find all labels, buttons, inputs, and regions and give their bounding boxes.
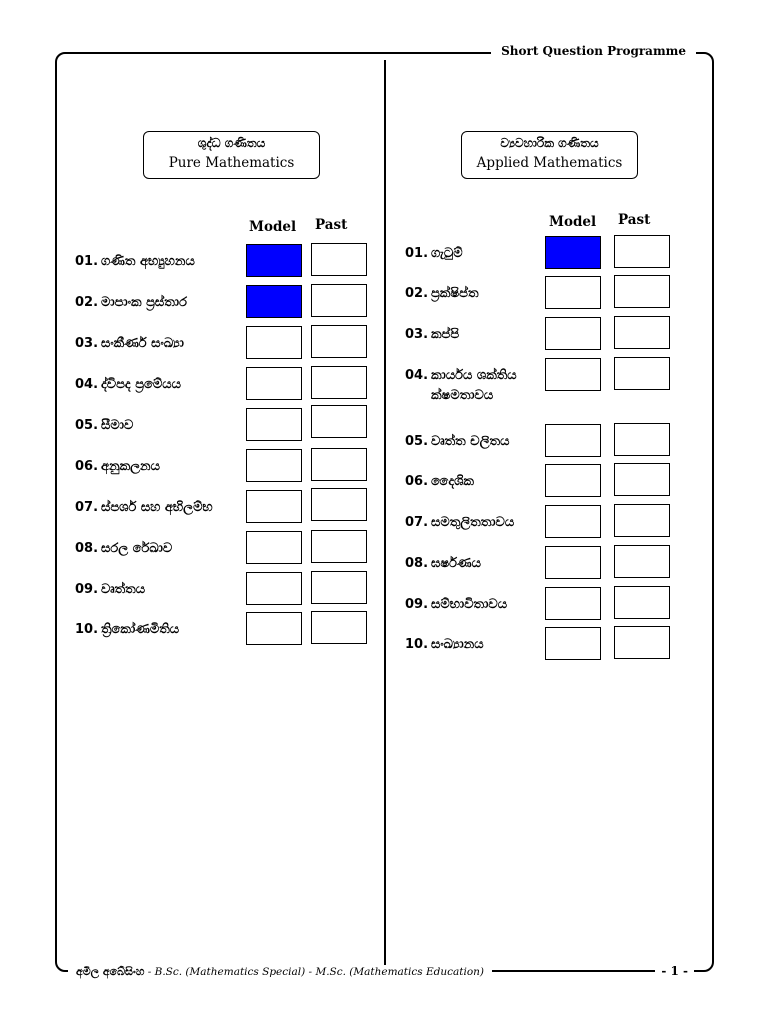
applied-topic-item xyxy=(405,432,509,452)
topic-name: සීමාව xyxy=(101,418,134,433)
applied-past-checkbox[interactable] xyxy=(614,504,670,537)
pure-past-checkbox[interactable] xyxy=(311,405,367,438)
applied-model-checkbox[interactable] xyxy=(545,505,601,538)
topic-name: ද්විපද ප්‍රමේයය xyxy=(101,377,181,392)
topic-name: සංඛ්‍යානය xyxy=(431,637,484,652)
pure-col-past: Past xyxy=(315,217,348,233)
pure-topic-item xyxy=(75,620,179,640)
topic-number: 09. xyxy=(75,582,99,597)
topic-number: 04. xyxy=(75,377,99,392)
applied-past-checkbox[interactable] xyxy=(614,545,670,578)
applied-topic-item xyxy=(405,244,463,264)
topic-name-line2: ක්ෂමතාවය xyxy=(431,388,494,403)
applied-model-checkbox[interactable] xyxy=(545,627,601,660)
topic-name: කාර්යය ශක්තිය ක්ෂමතාවය xyxy=(431,368,517,403)
topic-number: 09. xyxy=(405,597,429,612)
topic-number: 10. xyxy=(75,622,99,637)
applied-model-checkbox[interactable] xyxy=(545,546,601,579)
topic-number: 10. xyxy=(405,637,429,652)
applied-col-past: Past xyxy=(618,212,651,228)
pure-past-checkbox[interactable] xyxy=(311,243,367,276)
footer-author: අමිල අබේසිංහ xyxy=(76,965,145,978)
applied-topic-item xyxy=(405,472,474,492)
pure-past-checkbox[interactable] xyxy=(311,530,367,563)
pure-topic-item xyxy=(75,457,160,477)
topic-number: 04. xyxy=(405,368,429,383)
applied-topic-item xyxy=(405,513,514,533)
topic-name: සමතුලිතතාවය xyxy=(431,515,515,530)
topic-name: සංකීර්ණ සංඛ්‍යා xyxy=(101,336,184,351)
page-header-title: Short Question Programme xyxy=(491,44,696,58)
topic-number: 08. xyxy=(405,556,429,571)
topic-number: 07. xyxy=(75,500,99,515)
pure-model-checkbox[interactable] xyxy=(246,367,302,400)
pure-past-checkbox[interactable] xyxy=(311,611,367,644)
pure-col-model: Model xyxy=(249,219,297,235)
applied-math-title-en: Applied Mathematics xyxy=(476,155,623,171)
pure-math-title-box xyxy=(143,131,320,179)
topic-name: කප්පි xyxy=(431,327,460,342)
applied-past-checkbox[interactable] xyxy=(614,626,670,659)
applied-topic-item xyxy=(405,635,484,655)
pure-topic-item xyxy=(75,498,213,518)
topic-number: 07. xyxy=(405,515,429,530)
applied-model-checkbox[interactable] xyxy=(545,587,601,620)
applied-model-checkbox[interactable] xyxy=(545,424,601,457)
applied-past-checkbox[interactable] xyxy=(614,357,670,390)
topic-name: දෛශික xyxy=(431,474,474,489)
pure-past-checkbox[interactable] xyxy=(311,366,367,399)
applied-model-checkbox[interactable] xyxy=(545,358,601,391)
topic-number: 08. xyxy=(75,541,99,556)
topic-number: 02. xyxy=(75,295,99,310)
applied-past-checkbox[interactable] xyxy=(614,463,670,496)
topic-number: 01. xyxy=(75,254,99,269)
pure-topic-item xyxy=(75,293,187,313)
applied-model-checkbox[interactable] xyxy=(545,276,601,309)
pure-past-checkbox[interactable] xyxy=(311,488,367,521)
pure-topic-item xyxy=(75,580,145,600)
pure-model-checkbox[interactable] xyxy=(246,449,302,482)
pure-model-checkbox[interactable] xyxy=(246,244,302,277)
pure-topic-item xyxy=(75,416,133,436)
topic-name: ප්‍රක්ෂිප්ත xyxy=(431,286,479,301)
topic-number: 03. xyxy=(405,327,429,342)
topic-number: 05. xyxy=(405,434,429,449)
applied-model-checkbox[interactable] xyxy=(545,317,601,350)
pure-past-checkbox[interactable] xyxy=(311,284,367,317)
applied-past-checkbox[interactable] xyxy=(614,316,670,349)
pure-model-checkbox[interactable] xyxy=(246,285,302,318)
pure-model-checkbox[interactable] xyxy=(246,490,302,523)
footer-qualifications: - B.Sc. (Mathematics Special) - M.Sc. (Mathematics Education) xyxy=(144,966,485,978)
page-number: - 1 - xyxy=(655,964,694,978)
topic-name: ස්පර්ශ සහ අභිලම්භ xyxy=(101,500,213,515)
topic-name: වෘත්ත චලිතය xyxy=(431,434,510,449)
footer-credit xyxy=(68,965,492,979)
applied-model-checkbox[interactable] xyxy=(545,236,601,269)
topic-name: මාපාංක ප්‍රස්තාර xyxy=(101,295,187,310)
pure-past-checkbox[interactable] xyxy=(311,325,367,358)
topic-name: සම්භාවිතාවය xyxy=(431,597,508,612)
applied-past-checkbox[interactable] xyxy=(614,423,670,456)
pure-past-checkbox[interactable] xyxy=(311,571,367,604)
topic-number: 02. xyxy=(405,286,429,301)
pure-model-checkbox[interactable] xyxy=(246,531,302,564)
applied-past-checkbox[interactable] xyxy=(614,275,670,308)
pure-model-checkbox[interactable] xyxy=(246,612,302,645)
topic-name: සරල රේඛාව xyxy=(101,541,173,556)
topic-name: අනුකලනය xyxy=(101,459,160,474)
pure-topic-item xyxy=(75,375,181,395)
pure-model-checkbox[interactable] xyxy=(246,326,302,359)
applied-past-checkbox[interactable] xyxy=(614,586,670,619)
applied-topic-item xyxy=(405,325,459,345)
pure-topic-item xyxy=(75,539,172,559)
applied-math-title-box xyxy=(461,131,638,179)
pure-topic-item xyxy=(75,252,195,272)
applied-topic-item xyxy=(405,595,507,615)
pure-topic-item xyxy=(75,334,184,354)
pure-model-checkbox[interactable] xyxy=(246,572,302,605)
topic-name: ත්‍රිකෝණමිතිය xyxy=(101,622,180,637)
applied-topic-item xyxy=(405,554,481,574)
pure-past-checkbox[interactable] xyxy=(311,448,367,481)
topic-name: ගණිත අභ්‍යුහනය xyxy=(101,254,195,269)
applied-math-title-si: ව්‍යවහාරික ගණිතය xyxy=(500,136,599,150)
topic-number: 06. xyxy=(75,459,99,474)
column-divider xyxy=(384,60,386,965)
applied-topic-item xyxy=(405,366,517,406)
topic-number: 06. xyxy=(405,474,429,489)
topic-name: ගැටුම් xyxy=(431,246,463,261)
topic-number: 05. xyxy=(75,418,99,433)
topic-name: ඝර්ෂණය xyxy=(431,556,481,571)
applied-col-model: Model xyxy=(549,214,597,230)
applied-model-checkbox[interactable] xyxy=(545,464,601,497)
pure-model-checkbox[interactable] xyxy=(246,408,302,441)
applied-topic-item xyxy=(405,284,479,304)
topic-number: 01. xyxy=(405,246,429,261)
topic-number: 03. xyxy=(75,336,99,351)
topic-name: වෘත්තය xyxy=(101,582,146,597)
applied-past-checkbox[interactable] xyxy=(614,235,670,268)
pure-math-title-si: ශුද්ධ ගණිතය xyxy=(197,136,266,150)
pure-math-title-en: Pure Mathematics xyxy=(168,155,295,171)
